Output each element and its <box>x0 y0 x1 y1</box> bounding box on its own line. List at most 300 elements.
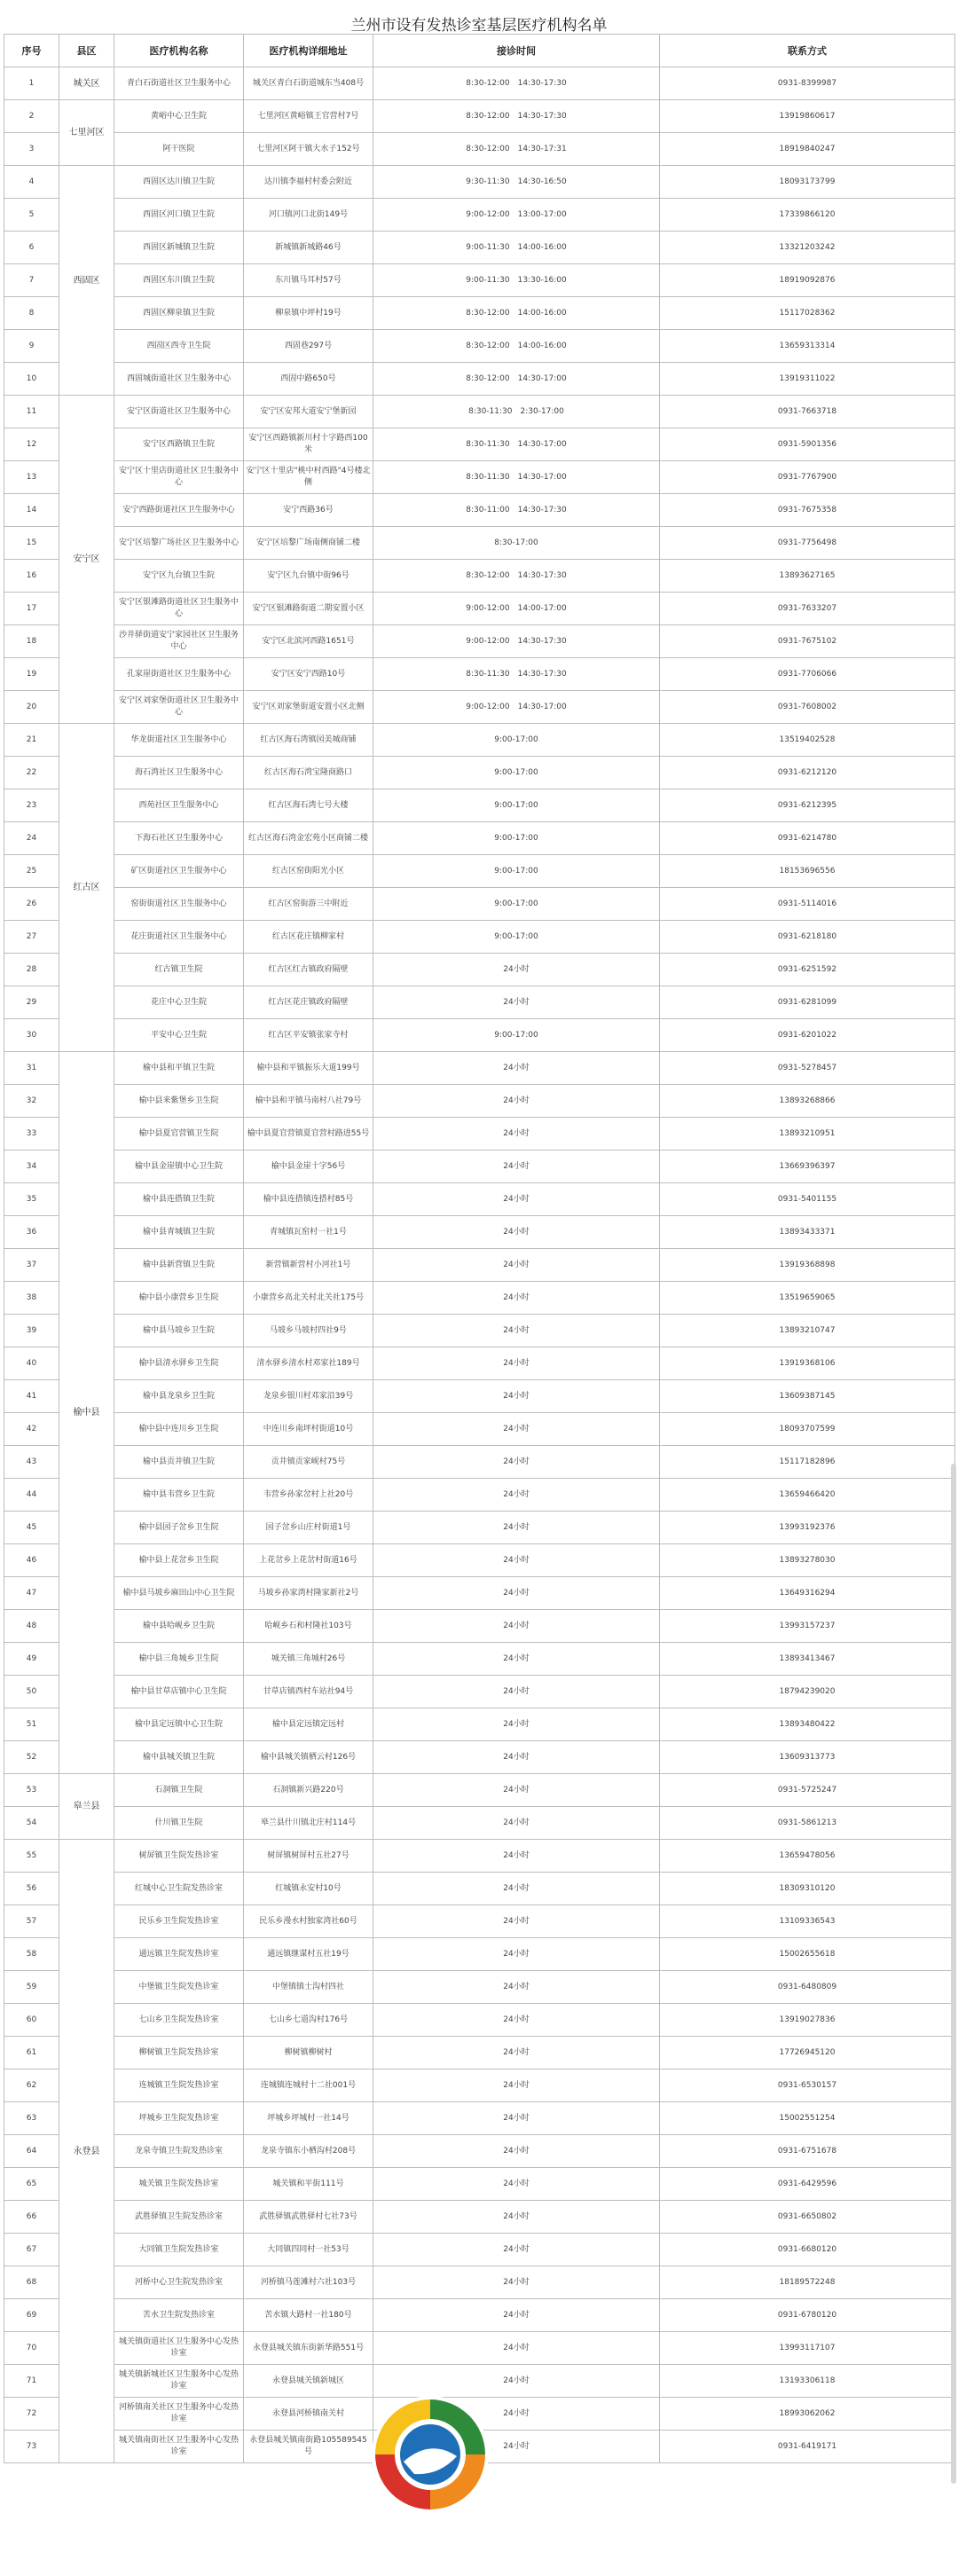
row-number-cell: 71 <box>4 2365 59 2398</box>
hours-cell: 9:00-17:00 <box>373 1019 660 1052</box>
hours-cell: 24小时 <box>373 1873 660 1905</box>
header-phone: 联系方式 <box>660 35 955 67</box>
institution-name-cell: 榆中县哈岘乡卫生院 <box>114 1610 244 1643</box>
row-number-cell: 43 <box>4 1446 59 1479</box>
hours-cell: 9:00-12:00 13:00-17:00 <box>373 199 660 232</box>
institution-name-cell: 大同镇卫生院发热诊室 <box>114 2234 244 2266</box>
row-number-cell: 34 <box>4 1151 59 1183</box>
table-row <box>4 757 955 789</box>
header-hours: 接诊时间 <box>373 35 660 67</box>
row-number-cell: 18 <box>4 625 59 658</box>
row-number-cell: 60 <box>4 2004 59 2037</box>
institution-name-cell: 什川镇卫生院 <box>114 1807 244 1840</box>
county-cell: 永登县 <box>59 1840 114 2463</box>
row-number-cell: 45 <box>4 1512 59 1544</box>
address-cell: 红古区花庄镇柳家村 <box>244 921 373 954</box>
row-number-cell: 26 <box>4 888 59 921</box>
phone-cell: 15002551254 <box>660 2102 955 2135</box>
table-row <box>4 1905 955 1938</box>
row-number-cell: 28 <box>4 954 59 986</box>
table-row <box>4 199 955 232</box>
phone-cell: 0931-6212395 <box>660 789 955 822</box>
table-row <box>4 1183 955 1216</box>
table-row <box>4 527 955 560</box>
address-cell: 红古区海石湾金宏苑小区商铺二楼 <box>244 822 373 855</box>
hours-cell: 24小时 <box>373 2102 660 2135</box>
hours-cell: 8:30-11:30 14:30-17:30 <box>373 658 660 691</box>
institution-name-cell: 榆中县和平镇卫生院 <box>114 1052 244 1085</box>
county-cell: 西固区 <box>59 166 114 396</box>
address-cell: 永登县城关镇东街新华路551号 <box>244 2332 373 2365</box>
institution-name-cell: 连城镇卫生院发热诊室 <box>114 2069 244 2102</box>
table-row <box>4 1708 955 1741</box>
address-cell: 石洞镇新兴路220号 <box>244 1774 373 1807</box>
row-number-cell: 32 <box>4 1085 59 1118</box>
hours-cell: 8:30-11:30 14:30-17:00 <box>373 461 660 494</box>
hours-cell: 8:30-12:00 14:30-17:00 <box>373 363 660 396</box>
hours-cell: 24小时 <box>373 2004 660 2037</box>
institution-name-cell: 榆中县青城镇卫生院 <box>114 1216 244 1249</box>
address-cell: 榆中县定远镇定远村 <box>244 1708 373 1741</box>
table-row <box>4 1019 955 1052</box>
row-number-cell: 37 <box>4 1249 59 1282</box>
hours-cell: 24小时 <box>373 1446 660 1479</box>
row-number-cell: 10 <box>4 363 59 396</box>
address-cell: 七山乡七道沟村176号 <box>244 2004 373 2037</box>
institution-name-cell: 七山乡卫生院发热诊室 <box>114 2004 244 2037</box>
row-number-cell: 35 <box>4 1183 59 1216</box>
table-row <box>4 1971 955 2004</box>
address-cell: 树屏镇树屏村五社27号 <box>244 1840 373 1873</box>
hours-cell: 9:00-11:30 13:30-16:00 <box>373 264 660 297</box>
phone-cell: 0931-6751678 <box>660 2135 955 2168</box>
row-number-cell: 38 <box>4 1282 59 1315</box>
address-cell: 红古区海石湾宝隆商路口 <box>244 757 373 789</box>
hours-cell: 9:00-17:00 <box>373 822 660 855</box>
phone-cell: 13519402528 <box>660 724 955 757</box>
institution-name-cell: 西固区柳泉镇卫生院 <box>114 297 244 330</box>
table-row <box>4 1315 955 1347</box>
address-cell: 城关区青白石街道城东当408号 <box>244 67 373 100</box>
hours-cell: 24小时 <box>373 1643 660 1676</box>
row-number-cell: 4 <box>4 166 59 199</box>
institution-name-cell: 石洞镇卫生院 <box>114 1774 244 1807</box>
institution-name-cell: 榆中县金崖镇中心卫生院 <box>114 1151 244 1183</box>
table-row <box>4 1282 955 1315</box>
address-cell: 西固中路650号 <box>244 363 373 396</box>
table-row <box>4 593 955 625</box>
row-number-cell: 16 <box>4 560 59 593</box>
address-cell: 坪城乡坪城村一社14号 <box>244 2102 373 2135</box>
institution-name-cell: 榆中县夏官营镇卫生院 <box>114 1118 244 1151</box>
institution-name-cell: 红古镇卫生院 <box>114 954 244 986</box>
address-cell: 永登县城关镇新城区 <box>244 2365 373 2398</box>
hours-cell: 24小时 <box>373 2234 660 2266</box>
row-number-cell: 33 <box>4 1118 59 1151</box>
table-row <box>4 264 955 297</box>
row-number-cell: 56 <box>4 1873 59 1905</box>
hours-cell: 24小时 <box>373 1577 660 1610</box>
address-cell: 城关镇三角城村26号 <box>244 1643 373 1676</box>
row-number-cell: 73 <box>4 2431 59 2463</box>
row-number-cell: 13 <box>4 461 59 494</box>
table-row <box>4 396 955 428</box>
address-cell: 皋兰县什川镇北庄村114号 <box>244 1807 373 1840</box>
phone-cell: 13919860617 <box>660 100 955 133</box>
hours-cell: 8:30-11:00 14:30-17:30 <box>373 494 660 527</box>
phone-cell: 13919311022 <box>660 363 955 396</box>
hours-cell: 9:30-11:30 14:30-16:50 <box>373 166 660 199</box>
phone-cell: 13893268866 <box>660 1085 955 1118</box>
row-number-cell: 55 <box>4 1840 59 1873</box>
institution-name-cell: 榆中县清水驿乡卫生院 <box>114 1347 244 1380</box>
hours-cell: 24小时 <box>373 1905 660 1938</box>
institution-name-cell: 榆中县龙泉乡卫生院 <box>114 1380 244 1413</box>
table-row <box>4 1676 955 1708</box>
institution-name-cell: 榆中县上花岔乡卫生院 <box>114 1544 244 1577</box>
phone-cell: 0931-5278457 <box>660 1052 955 1085</box>
header-name: 医疗机构名称 <box>114 35 244 67</box>
hours-cell: 24小时 <box>373 1479 660 1512</box>
table-row <box>4 363 955 396</box>
phone-cell: 13893433371 <box>660 1216 955 1249</box>
scrollbar[interactable] <box>951 1464 956 2484</box>
hours-cell: 24小时 <box>373 2398 660 2431</box>
phone-cell: 13919368106 <box>660 1347 955 1380</box>
address-cell: 安宁区刘家堡街道安置小区北侧 <box>244 691 373 724</box>
row-number-cell: 42 <box>4 1413 59 1446</box>
hours-cell: 24小时 <box>373 986 660 1019</box>
county-cell: 安宁区 <box>59 396 114 724</box>
phone-cell: 0931-7633207 <box>660 593 955 625</box>
phone-cell: 13893480422 <box>660 1708 955 1741</box>
hours-cell: 24小时 <box>373 1676 660 1708</box>
phone-cell: 13893278030 <box>660 1544 955 1577</box>
hours-cell: 24小时 <box>373 2037 660 2069</box>
row-number-cell: 30 <box>4 1019 59 1052</box>
row-number-cell: 54 <box>4 1807 59 1840</box>
address-cell: 马坡乡马坡村四社9号 <box>244 1315 373 1347</box>
institution-name-cell: 柳树镇卫生院发热诊室 <box>114 2037 244 2069</box>
row-number-cell: 22 <box>4 757 59 789</box>
phone-cell: 0931-7663718 <box>660 396 955 428</box>
table-row <box>4 2299 955 2332</box>
institution-name-cell: 榆中县三角城乡卫生院 <box>114 1643 244 1676</box>
clinic-table <box>4 34 955 2463</box>
address-cell: 安宁区九台镇中街96号 <box>244 560 373 593</box>
phone-cell: 15117182896 <box>660 1446 955 1479</box>
watermark-logo-icon <box>368 2392 492 2517</box>
phone-cell: 13109336543 <box>660 1905 955 1938</box>
table-row <box>4 2332 955 2365</box>
address-cell: 七里河区阿干镇大水子152号 <box>244 133 373 166</box>
hours-cell: 24小时 <box>373 1413 660 1446</box>
phone-cell: 13919368898 <box>660 1249 955 1282</box>
institution-name-cell: 通远镇卫生院发热诊室 <box>114 1938 244 1971</box>
address-cell: 安宁区北滨河西路1651号 <box>244 625 373 658</box>
phone-cell: 0931-6251592 <box>660 954 955 986</box>
hours-cell: 24小时 <box>373 1938 660 1971</box>
address-cell: 河口镇河口北街149号 <box>244 199 373 232</box>
address-cell: 安宁区十里店"桃中村西路"4号楼北侧 <box>244 461 373 494</box>
table-row <box>4 1807 955 1840</box>
phone-cell: 18189572248 <box>660 2266 955 2299</box>
address-cell: 贡井镇贡家岘村75号 <box>244 1446 373 1479</box>
phone-cell: 13609313773 <box>660 1741 955 1774</box>
row-number-cell: 63 <box>4 2102 59 2135</box>
table-row <box>4 986 955 1019</box>
hours-cell: 24小时 <box>373 2431 660 2463</box>
phone-cell: 13919027836 <box>660 2004 955 2037</box>
row-number-cell: 6 <box>4 232 59 264</box>
phone-cell: 18093173799 <box>660 166 955 199</box>
table-row <box>4 1544 955 1577</box>
table-row <box>4 1347 955 1380</box>
table-row <box>4 1577 955 1610</box>
phone-cell: 13193306118 <box>660 2365 955 2398</box>
institution-name-cell: 河桥中心卫生院发热诊室 <box>114 2266 244 2299</box>
address-cell: 达川镇李福村村委会附近 <box>244 166 373 199</box>
table-row <box>4 133 955 166</box>
institution-name-cell: 榆中县来紫堡乡卫生院 <box>114 1085 244 1118</box>
table-row <box>4 560 955 593</box>
address-cell: 清水驿乡清水村邓家社189号 <box>244 1347 373 1380</box>
institution-name-cell: 武胜驿镇卫生院发热诊室 <box>114 2201 244 2234</box>
phone-cell: 13993192376 <box>660 1512 955 1544</box>
table-row <box>4 100 955 133</box>
row-number-cell: 23 <box>4 789 59 822</box>
table-row <box>4 428 955 461</box>
institution-name-cell: 榆中县园子岔乡卫生院 <box>114 1512 244 1544</box>
institution-name-cell: 榆中县马坡乡卫生院 <box>114 1315 244 1347</box>
address-cell: 红古区窑街游三中附近 <box>244 888 373 921</box>
row-number-cell: 20 <box>4 691 59 724</box>
table-row <box>4 461 955 494</box>
institution-name-cell: 城关镇新城社区卫生服务中心发热诊室 <box>114 2365 244 2398</box>
hours-cell: 8:30-11:30 14:30-17:00 <box>373 428 660 461</box>
table-row <box>4 1118 955 1151</box>
phone-cell: 13659466420 <box>660 1479 955 1512</box>
phone-cell: 13893210747 <box>660 1315 955 1347</box>
row-number-cell: 48 <box>4 1610 59 1643</box>
county-cell: 七里河区 <box>59 100 114 166</box>
institution-name-cell: 城关镇街道社区卫生服务中心发热诊室 <box>114 2332 244 2365</box>
row-number-cell: 25 <box>4 855 59 888</box>
table-row <box>4 2234 955 2266</box>
address-cell: 哈岘乡石和村隆社103号 <box>244 1610 373 1643</box>
row-number-cell: 69 <box>4 2299 59 2332</box>
row-number-cell: 64 <box>4 2135 59 2168</box>
address-cell: 西固巷297号 <box>244 330 373 363</box>
row-number-cell: 17 <box>4 593 59 625</box>
county-cell: 皋兰县 <box>59 1774 114 1840</box>
hours-cell: 24小时 <box>373 1840 660 1873</box>
table-header-row <box>4 35 955 67</box>
phone-cell: 13609387145 <box>660 1380 955 1413</box>
hours-cell: 24小时 <box>373 1708 660 1741</box>
hours-cell: 24小时 <box>373 1052 660 1085</box>
table-body <box>4 67 955 2463</box>
institution-name-cell: 西苑社区卫生服务中心 <box>114 789 244 822</box>
phone-cell: 13519659065 <box>660 1282 955 1315</box>
row-number-cell: 27 <box>4 921 59 954</box>
address-cell: 榆中县和平镇振乐大道199号 <box>244 1052 373 1085</box>
header-address: 医疗机构详细地址 <box>244 35 373 67</box>
hours-cell: 9:00-17:00 <box>373 921 660 954</box>
address-cell: 东川镇马耳村57号 <box>244 264 373 297</box>
county-cell: 城关区 <box>59 67 114 100</box>
table-row <box>4 2168 955 2201</box>
phone-cell: 18993062062 <box>660 2398 955 2431</box>
phone-cell: 18309310120 <box>660 1873 955 1905</box>
table-row <box>4 1840 955 1873</box>
institution-name-cell: 平安中心卫生院 <box>114 1019 244 1052</box>
address-cell: 青城镇瓦窑村一社1号 <box>244 1216 373 1249</box>
row-number-cell: 40 <box>4 1347 59 1380</box>
hours-cell: 24小时 <box>373 1282 660 1315</box>
phone-cell: 0931-7706066 <box>660 658 955 691</box>
phone-cell: 0931-6780120 <box>660 2299 955 2332</box>
institution-name-cell: 安宁区培黎广场社区卫生服务中心 <box>114 527 244 560</box>
institution-name-cell: 安宁区九台镇卫生院 <box>114 560 244 593</box>
table-row <box>4 921 955 954</box>
hours-cell: 8:30-12:00 14:30-17:30 <box>373 100 660 133</box>
table-row <box>4 2135 955 2168</box>
hours-cell: 24小时 <box>373 1183 660 1216</box>
institution-name-cell: 榆中县小康营乡卫生院 <box>114 1282 244 1315</box>
institution-name-cell: 安宁区刘家堡街道社区卫生服务中心 <box>114 691 244 724</box>
phone-cell: 0931-8399987 <box>660 67 955 100</box>
hours-cell: 24小时 <box>373 1380 660 1413</box>
table-row <box>4 1380 955 1413</box>
institution-name-cell: 榆中县新营镇卫生院 <box>114 1249 244 1282</box>
address-cell: 甘草店镇西村车站社94号 <box>244 1676 373 1708</box>
phone-cell: 13659313314 <box>660 330 955 363</box>
hours-cell: 9:00-12:00 14:00-17:00 <box>373 593 660 625</box>
hours-cell: 8:30-12:00 14:00-16:00 <box>373 297 660 330</box>
hours-cell: 24小时 <box>373 1512 660 1544</box>
address-cell: 河桥镇马莲滩村六社103号 <box>244 2266 373 2299</box>
hours-cell: 9:00-17:00 <box>373 757 660 789</box>
phone-cell: 0931-7767900 <box>660 461 955 494</box>
row-number-cell: 19 <box>4 658 59 691</box>
row-number-cell: 65 <box>4 2168 59 2201</box>
institution-name-cell: 西固区达川镇卫生院 <box>114 166 244 199</box>
phone-cell: 0931-5901356 <box>660 428 955 461</box>
phone-cell: 13893210951 <box>660 1118 955 1151</box>
phone-cell: 13893413467 <box>660 1643 955 1676</box>
address-cell: 榆中县城关镇栖云村126号 <box>244 1741 373 1774</box>
hours-cell: 9:00-17:00 <box>373 855 660 888</box>
row-number-cell: 2 <box>4 100 59 133</box>
address-cell: 园子岔乡山庄村街道1号 <box>244 1512 373 1544</box>
table-row <box>4 1249 955 1282</box>
institution-name-cell: 安宁区银滩路街道社区卫生服务中心 <box>114 593 244 625</box>
phone-cell: 0931-5114016 <box>660 888 955 921</box>
institution-name-cell: 榆中县中连川乡卫生院 <box>114 1413 244 1446</box>
phone-cell: 13893627165 <box>660 560 955 593</box>
header-no: 序号 <box>4 35 59 67</box>
hours-cell: 24小时 <box>373 954 660 986</box>
table-row <box>4 2004 955 2037</box>
phone-cell: 0931-6281099 <box>660 986 955 1019</box>
institution-name-cell: 龙泉寺镇卫生院发热诊室 <box>114 2135 244 2168</box>
table-row <box>4 2037 955 2069</box>
hours-cell: 24小时 <box>373 1741 660 1774</box>
address-cell: 马坡乡孙家湾村隆家新社2号 <box>244 1577 373 1610</box>
table-row <box>4 1085 955 1118</box>
address-cell: 城关镇和平街111号 <box>244 2168 373 2201</box>
hours-cell: 9:00-17:00 <box>373 789 660 822</box>
institution-name-cell: 黄峪中心卫生院 <box>114 100 244 133</box>
table-row <box>4 1643 955 1676</box>
header-county: 县区 <box>59 35 114 67</box>
address-cell: 中堡镇镇士沟村四社 <box>244 1971 373 2004</box>
hours-cell: 24小时 <box>373 1085 660 1118</box>
phone-cell: 0931-7756498 <box>660 527 955 560</box>
row-number-cell: 12 <box>4 428 59 461</box>
document-title: 兰州市设有发热诊室基层医疗机构名单 <box>350 17 608 35</box>
address-cell: 武胜驿镇武胜驿村七社73号 <box>244 2201 373 2234</box>
table-row <box>4 1512 955 1544</box>
hours-cell: 24小时 <box>373 1774 660 1807</box>
row-number-cell: 15 <box>4 527 59 560</box>
row-number-cell: 41 <box>4 1380 59 1413</box>
row-number-cell: 9 <box>4 330 59 363</box>
address-cell: 安宁区银滩路街道二期安置小区 <box>244 593 373 625</box>
phone-cell: 17726945120 <box>660 2037 955 2069</box>
phone-cell: 0931-6212120 <box>660 757 955 789</box>
phone-cell: 13321203242 <box>660 232 955 264</box>
row-number-cell: 46 <box>4 1544 59 1577</box>
address-cell: 红古区海石湾七号大楼 <box>244 789 373 822</box>
table-row <box>4 1741 955 1774</box>
table-row <box>4 691 955 724</box>
address-cell: 红古区花庄镇政府隔壁 <box>244 986 373 1019</box>
row-number-cell: 52 <box>4 1741 59 1774</box>
institution-name-cell: 榆中县城关镇卫生院 <box>114 1741 244 1774</box>
address-cell: 榆中县金崖十字56号 <box>244 1151 373 1183</box>
hours-cell: 24小时 <box>373 1347 660 1380</box>
hours-cell: 8:30-12:00 14:30-17:31 <box>373 133 660 166</box>
address-cell: 红古区红古镇政府隔壁 <box>244 954 373 986</box>
institution-name-cell: 榆中县连搭镇卫生院 <box>114 1183 244 1216</box>
table-row <box>4 232 955 264</box>
hours-cell: 24小时 <box>373 2332 660 2365</box>
phone-cell: 0931-6429596 <box>660 2168 955 2201</box>
institution-name-cell: 安宁区西路镇卫生院 <box>114 428 244 461</box>
institution-name-cell: 榆中县贡井镇卫生院 <box>114 1446 244 1479</box>
address-cell: 安宁区安宁西路10号 <box>244 658 373 691</box>
table-row <box>4 2266 955 2299</box>
phone-cell: 0931-6419171 <box>660 2431 955 2463</box>
table-row <box>4 67 955 100</box>
institution-name-cell: 树屏镇卫生院发热诊室 <box>114 1840 244 1873</box>
institution-name-cell: 民乐乡卫生院发热诊室 <box>114 1905 244 1938</box>
hours-cell: 8:30-12:00 14:30-17:30 <box>373 67 660 100</box>
row-number-cell: 49 <box>4 1643 59 1676</box>
institution-name-cell: 安宁区十里店街道社区卫生服务中心 <box>114 461 244 494</box>
institution-name-cell: 中堡镇卫生院发热诊室 <box>114 1971 244 2004</box>
hours-cell: 8:30-12:00 14:30-17:30 <box>373 560 660 593</box>
phone-cell: 0931-5401155 <box>660 1183 955 1216</box>
phone-cell: 0931-6650802 <box>660 2201 955 2234</box>
phone-cell: 13993157237 <box>660 1610 955 1643</box>
address-cell: 韦营乡孙家岔村上社20号 <box>244 1479 373 1512</box>
row-number-cell: 8 <box>4 297 59 330</box>
institution-name-cell: 阿干医院 <box>114 133 244 166</box>
row-number-cell: 68 <box>4 2266 59 2299</box>
